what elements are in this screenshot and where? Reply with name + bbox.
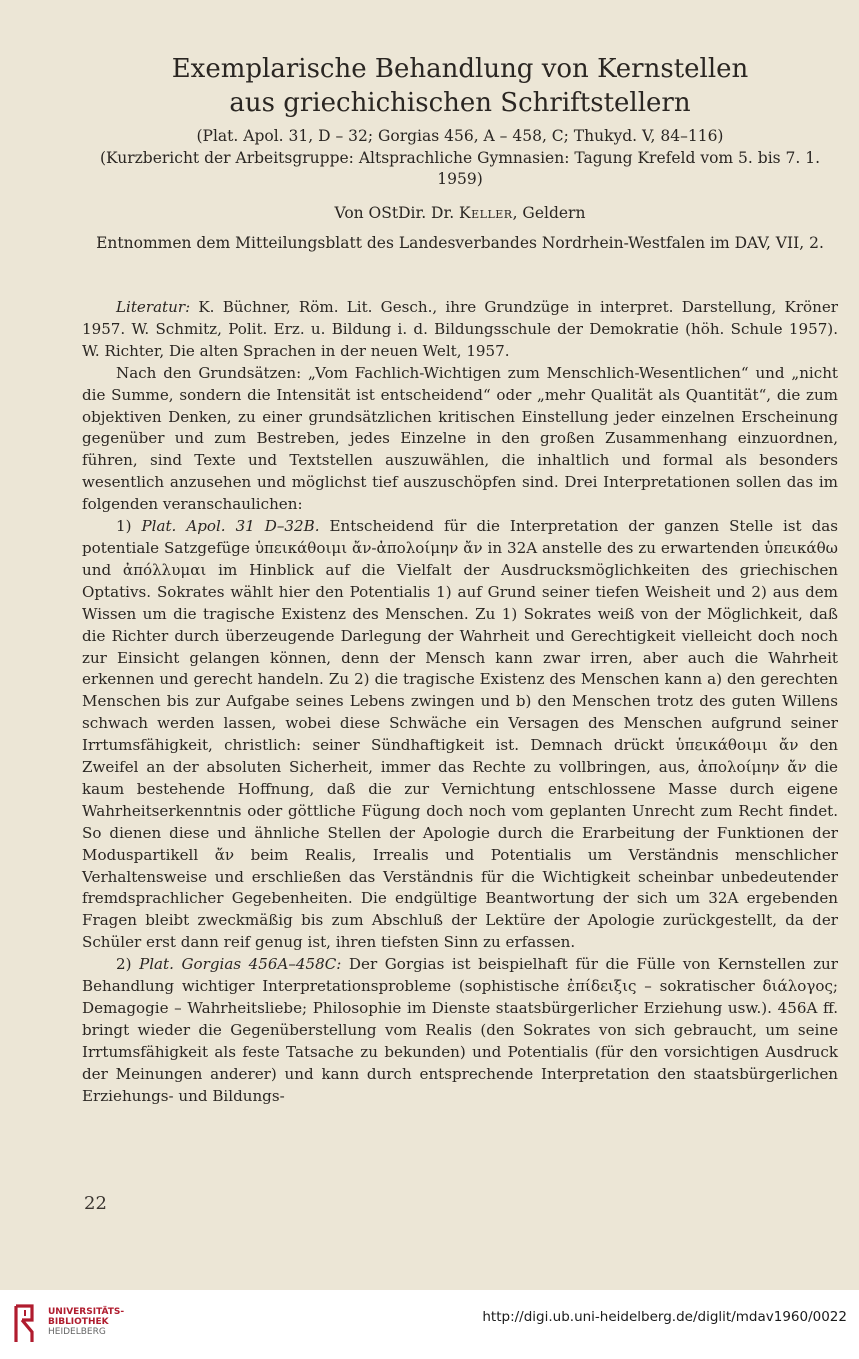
- source-note: Entnommen dem Mitteilungsblatt des Landesverbandes Nordrhein-Westfalen im DAV, VII, 2.: [96, 234, 824, 252]
- item-number: 1): [116, 517, 142, 536]
- library-name: [48, 1307, 124, 1337]
- literature-paragraph: [82, 297, 838, 363]
- permalink-url[interactable]: http://digi.ub.uni-heidelberg.de/diglit/mdav1960/0022: [482, 1309, 847, 1325]
- page-number: 22: [84, 1193, 107, 1214]
- gorgias-paragraph: [82, 954, 838, 1107]
- library-name-line-2: BIBLIOTHEK: [48, 1317, 109, 1327]
- item-number: 2): [116, 955, 140, 974]
- conference-report: (Kurzbericht der Arbeitsgruppe: Altsprachliche Gymnasien: Tagung Krefeld vom 5. bis 7. 1. 1959): [99, 148, 821, 188]
- library-city: HEIDELBERG: [48, 1327, 106, 1337]
- gorgias-reference: Plat. Gorgias 456A–458C:: [139, 955, 342, 974]
- author-line: [80, 203, 840, 225]
- source-references: [80, 126, 840, 191]
- library-logo-icon: [12, 1304, 38, 1344]
- principles-paragraph: Nach den Grundsätzen: „Vom Fachlich-Wichtigen zum Menschlich-Wesentlichen“ und „nicht die Summe, sondern die Intensität ist entscheidend“ oder „mehr Qualität als Quantität“, die zum objektiven Denken, zu einer grundsätzlichen kritischen Einstellung jeder einzelnen Erscheinung gegenüber und zum Bestreben, jedes Einzelne in den großen Zusammenhang einzuordnen, führen, sind Texte und Textstellen auszuwählen, die inhaltlich und formal als besonders wesentlich anzusehen und möglichst tief auszuschöpfen sind. Drei Interpretationen sollen das im folgenden veranschaulichen:: [82, 363, 838, 514]
- literature-label: Literatur:: [116, 298, 191, 316]
- article-body: [82, 297, 838, 1108]
- article-title-line-1: Exemplarische Behandlung von Kernstellen: [171, 54, 749, 84]
- gorgias-text: Der Gorgias ist beispielhaft für die Fülle von Kernstellen zur Behandlung wichtiger Interpretationsprobleme (sophistische ἐπίδειξις – sokratischer διάλογος; Demagogie – Wahrheitsliebe; Philosophie im Dienste staatsbürgerlicher Erziehung usw.). 456A ff. bringt wieder die Gegenüberstellung vom Realis (den Sokrates von sich gebraucht, um seine Irrtumsfähigkeit als feste Tatsache zu bekunden) und Potentialis (für den vorsichtigen Ausdruck der Meinungen anderer) und kann durch entsprechende Interpretation den staatsbürgerlichen Erziehungs- und Bildungs-: [82, 955, 838, 1105]
- article-title-line-2: aus griechichischen Schriftstellern: [229, 88, 691, 118]
- author-name: Keller: [459, 204, 513, 222]
- apology-reference: Plat. Apol. 31 D–32B.: [141, 517, 320, 536]
- library-name-line-1: UNIVERSITÄTS-: [48, 1307, 125, 1317]
- source-passages: (Plat. Apol. 31, D – 32; Gorgias 456, A – 458, C; Thukyd. V, 84–116): [196, 127, 724, 145]
- apology-paragraph: [82, 516, 838, 954]
- author-prefix: Von OStDir. Dr.: [334, 204, 460, 222]
- apology-text: Entscheidend für die Interpretation der ganzen Stelle ist das potentiale Satzgefüge ὑπεικάθοιμι ἄν-ἀπολοίμην ἄν in 32A anstelle des zu erwartenden ὑπεικάθω und ἀπόλλυμαι im Hinblick auf die Vielfalt der Ausdrucksmöglichkeiten des griechischen Optativs. Sokrates wählt hier den Potentialis 1) auf Grund seiner tiefen Weisheit und 2) aus dem Wissen um die tragische Existenz des Menschen. Zu 1) Sokrates weiß von der Möglichkeit, daß die Richter durch überzeugende Darlegung der Wahrheit und Gerechtigkeit vielleicht doch noch zur Einsicht gelangen können, denn der Mensch kann zwar irren, aber auch die Wahrheit erkennen und gerecht handeln. Zu 2) die tragische Existenz des Menschen kann a) den gerechten Menschen bis zur Aufgabe seines Lebens zwingen und b) den Menschen trotz des guten Willens schwach werden lassen, wobei diese Schwäche ein Versagen des Menschen aufgrund seiner Irrtumsfähigkeit, christlich: seiner Sündhaftigkeit ist. Demnach drückt ὑπεικάθοιμι ἄν den Zweifel an der absoluten Sicherheit, immer das Rechte zu vollbringen, aus, ἀπολοίμην ἄν die kaum bestehende Hoffnung, daß die zur Vernichtung entschlossene Masse durch eigene Wahrheitserkenntnis oder göttliche Fügung doch noch vom geplanten Unrecht zum Recht findet. So dienen diese und ähnliche Stellen der Apologie durch die Erarbeitung der Funktionen der Moduspartikell ἄν beim Realis, Irrealis und Potentialis um Verständnis menschlicher Verhaltensweise und erschließen das Verständnis für die Wichtigkeit scheinbar unbedeutender fremdsprachlicher Gegebenheiten. Die endgültige Beantwortung der sich um 32A ergebenden Fragen bleibt zweckmäßig bis zum Abschluß der Lektüre der Apologie zurückgestellt, da der Schüler erst dann reif genug ist, ihren tiefsten Sinn zu erfassen.: [82, 517, 839, 952]
- digitization-footer: [0, 1290, 859, 1359]
- literature-text: K. Büchner, Röm. Lit. Gesch., ihre Grundzüge in interpret. Darstellung, Kröner 1957. W. Schmitz, Polit. Erz. u. Bildung i. d. Bildungsschule der Demokratie (höh. Schule 1957). W. Richter, Die alten Sprachen in der neuen Welt, 1957.: [82, 298, 838, 360]
- author-place: , Geldern: [512, 204, 586, 222]
